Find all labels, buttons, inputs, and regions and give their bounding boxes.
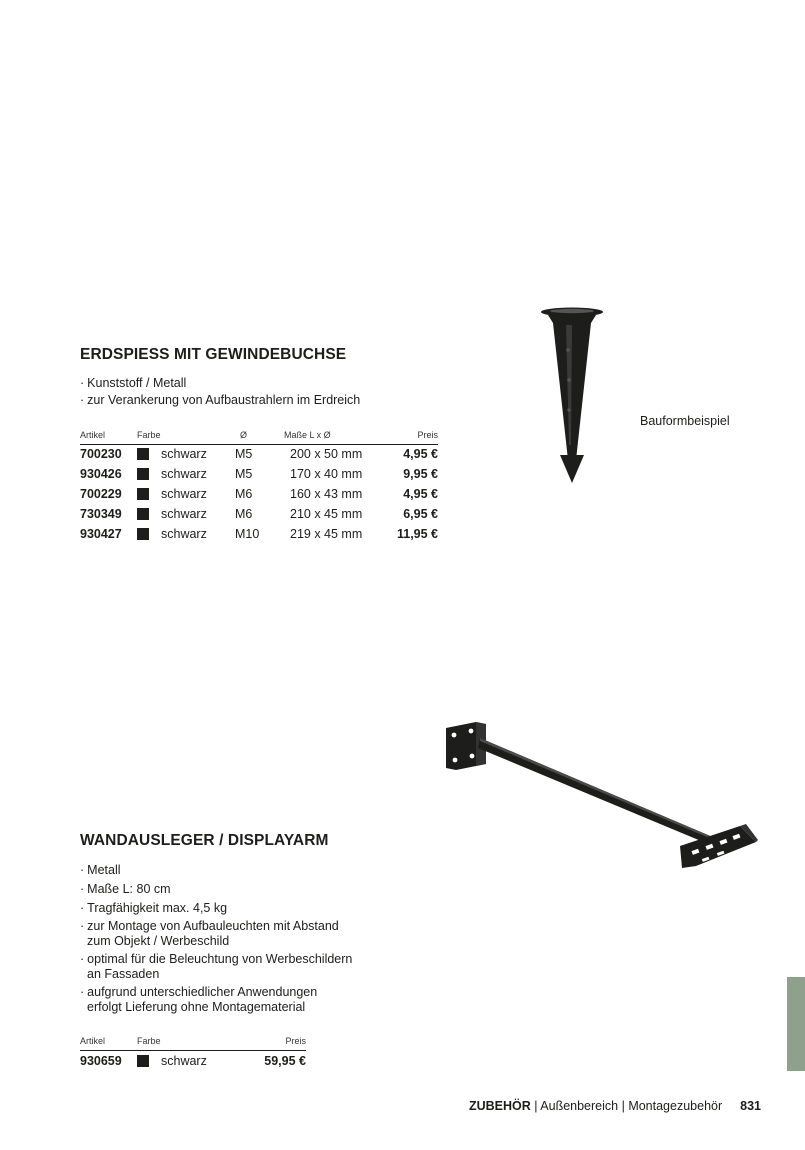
footer-separator: | bbox=[618, 1099, 629, 1113]
cell-artikel: 930426 bbox=[80, 467, 122, 481]
ground-spike-image bbox=[538, 305, 608, 487]
table-row bbox=[80, 446, 438, 462]
cell-artikel: 930427 bbox=[80, 527, 122, 541]
feature-list-erdspiess bbox=[80, 375, 360, 409]
page-number: 831 bbox=[740, 1099, 761, 1113]
color-swatch bbox=[137, 468, 149, 480]
table-row bbox=[80, 1053, 306, 1069]
cell-artikel: 930659 bbox=[80, 1054, 122, 1068]
footer-category: ZUBEHÖR bbox=[468, 1099, 531, 1113]
cell-preis: 59,95 € bbox=[264, 1054, 306, 1068]
chapter-tab bbox=[787, 977, 805, 1071]
table-row bbox=[80, 526, 438, 542]
cell-diameter: M5 bbox=[235, 447, 253, 461]
image-caption: Bauformbeispiel bbox=[640, 414, 730, 428]
feature-item: · zur Verankerung von Aufbaustrahlern im Erdreich bbox=[80, 393, 361, 407]
cell-farbe: schwarz bbox=[161, 507, 207, 521]
feature-item: · optimal für die Beleuchtung von Werbeschildern an Fassaden bbox=[80, 952, 353, 981]
cell-preis: 9,95 € bbox=[403, 467, 438, 481]
color-swatch bbox=[137, 448, 149, 460]
cell-diameter: M5 bbox=[235, 467, 253, 481]
color-swatch bbox=[137, 488, 149, 500]
feature-item: · Maße L: 80 cm bbox=[80, 882, 171, 896]
cell-farbe: schwarz bbox=[161, 467, 207, 481]
cell-farbe: schwarz bbox=[161, 487, 207, 501]
product-title-erdspiess: ERDSPIESS MIT GEWINDEBUCHSE bbox=[80, 346, 347, 363]
cell-masse: 200 x 50 mm bbox=[290, 447, 363, 461]
wall-arm-image bbox=[440, 718, 762, 876]
header-artikel: Artikel bbox=[80, 1036, 106, 1046]
header-preis: Preis bbox=[417, 430, 438, 440]
table-header-rule bbox=[80, 1050, 306, 1051]
cell-preis: 4,95 € bbox=[403, 447, 438, 461]
color-swatch bbox=[137, 1055, 149, 1067]
header-preis: Preis bbox=[285, 1036, 306, 1046]
feature-item: · aufgrund unterschiedlicher Anwendungen erfolgt Lieferung ohne Montagematerial bbox=[80, 985, 318, 1014]
table-header-rule bbox=[80, 444, 438, 445]
feature-item: · zur Montage von Aufbauleuchten mit Abstand zum Objekt / Werbeschild bbox=[80, 919, 339, 948]
product-title-wandausleger: WANDAUSLEGER / DISPLAYARM bbox=[80, 832, 329, 849]
header-artikel: Artikel bbox=[80, 430, 106, 440]
page-footer bbox=[469, 1099, 761, 1113]
cell-preis: 6,95 € bbox=[403, 507, 438, 521]
color-swatch bbox=[137, 508, 149, 520]
cell-masse: 170 x 40 mm bbox=[290, 467, 363, 481]
cell-diameter: M6 bbox=[235, 487, 253, 501]
cell-masse: 210 x 45 mm bbox=[290, 507, 363, 521]
cell-preis: 11,95 € bbox=[396, 527, 438, 541]
feature-item: · Metall bbox=[80, 863, 121, 877]
cell-artikel: 700230 bbox=[80, 447, 122, 461]
table-row bbox=[80, 486, 438, 502]
cell-farbe: schwarz bbox=[161, 1054, 207, 1068]
cell-artikel: 700229 bbox=[80, 487, 122, 501]
footer-section: Außenbereich bbox=[540, 1099, 619, 1113]
feature-item: · Kunststoff / Metall bbox=[80, 376, 187, 390]
color-swatch bbox=[137, 528, 149, 540]
cell-artikel: 730349 bbox=[80, 507, 122, 521]
table-row bbox=[80, 466, 438, 482]
feature-item: · Tragfähigkeit max. 4,5 kg bbox=[80, 901, 228, 915]
cell-diameter: M10 bbox=[235, 527, 260, 541]
cell-masse: 160 x 43 mm bbox=[290, 487, 363, 501]
feature-list-wandausleger bbox=[80, 862, 352, 1015]
table-row bbox=[80, 506, 438, 522]
header-masse: Maße L x Ø bbox=[284, 430, 331, 440]
footer-separator: | bbox=[530, 1099, 541, 1113]
header-diameter: Ø bbox=[240, 430, 248, 440]
cell-farbe: schwarz bbox=[161, 447, 207, 461]
cell-diameter: M6 bbox=[235, 507, 253, 521]
header-farbe: Farbe bbox=[137, 1036, 161, 1046]
cell-masse: 219 x 45 mm bbox=[290, 527, 363, 541]
cell-preis: 4,95 € bbox=[403, 487, 438, 501]
cell-farbe: schwarz bbox=[161, 527, 207, 541]
header-farbe: Farbe bbox=[137, 430, 161, 440]
footer-subsection: Montagezubehör bbox=[628, 1099, 723, 1113]
